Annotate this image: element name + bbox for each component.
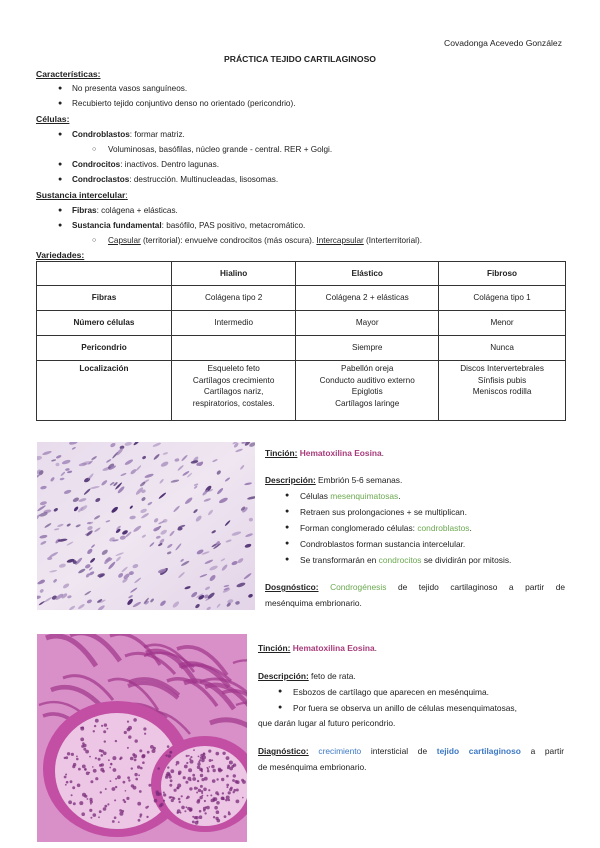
bullet-icon: ● — [278, 688, 283, 695]
table-header-cell: Fibroso — [439, 262, 566, 286]
sample2-diagnostico: Diagnóstico: crecimiento intersticial de tejido cartilaginoso a partir — [258, 746, 564, 756]
row-label: Localización — [37, 361, 172, 421]
row-label: Fibras — [37, 286, 172, 311]
table-cell: Colágena 2 + elásticas — [296, 286, 439, 311]
list-item: Forman conglomerado células: condroblastos. — [300, 523, 472, 533]
bullet-icon: ● — [285, 508, 290, 515]
bullet-icon: ● — [58, 100, 63, 107]
list-item: Condroclastos: destrucción. Multinucleadas, lisosomas. — [72, 175, 279, 184]
bullet-icon: ● — [58, 161, 63, 168]
table-cell: Nunca — [439, 336, 566, 361]
table-cell: Intermedio — [172, 311, 296, 336]
bullet-icon: ● — [285, 492, 290, 499]
list-item: Recubierto tejido conjuntivo denso no orientado (pericondrio). — [72, 99, 296, 108]
sample2-diagnostico-cont: de mesénquima embrionario. — [258, 762, 367, 772]
table-cell: Menor — [439, 311, 566, 336]
section-sustancia: Sustancia intercelular: — [36, 190, 128, 200]
bullet-icon: ● — [58, 85, 63, 92]
list-item: Capsular (territorial): envuelve condrocitos (más oscura). Intercapsular (Interterritorial). — [108, 236, 422, 245]
section-variedades: Variedades: — [36, 250, 85, 260]
table-cell: Siempre — [296, 336, 439, 361]
list-item: Fibras: colágena + elásticas. — [72, 206, 178, 215]
table-row — [37, 361, 566, 421]
bullet-icon: ● — [285, 556, 290, 563]
table-cell: Colágena tipo 2 — [172, 286, 296, 311]
sample1-tincion: Tinción: Hematoxilina Eosina. — [265, 448, 384, 458]
table-row — [37, 311, 566, 336]
bullet-icon: ● — [285, 524, 290, 531]
bullet-icon: ● — [58, 222, 63, 229]
sample1-descripcion: Descripción: Embrión 5-6 semanas. — [265, 475, 403, 485]
list-item: Sustancia fundamental: basófilo, PAS positivo, metacromático. — [72, 221, 306, 230]
circle-bullet-icon: ○ — [92, 237, 97, 244]
list-item: Condrocitos: inactivos. Dentro lagunas. — [72, 160, 219, 169]
list-item: Esbozos de cartílago que aparecen en mesénquima. — [293, 687, 490, 697]
row-label: Número células — [37, 311, 172, 336]
list-item: Células mesenquimatosas. — [300, 491, 401, 501]
sample2-descripcion: Descripción: feto de rata. — [258, 671, 356, 681]
document-title: PRÁCTICA TEJIDO CARTILAGINOSO — [224, 54, 376, 64]
list-item-cont: que darán lugar al futuro pericondrio. — [258, 718, 396, 728]
list-item: Condroblastos: formar matriz. — [72, 130, 185, 139]
table-row — [37, 336, 566, 361]
table-cell: Discos Intervertebrales Sínfisis pubis Meniscos rodilla — [439, 361, 566, 421]
list-item: Retraen sus prolongaciones + se multiplican. — [300, 507, 467, 517]
table-header-cell: Elástico — [296, 262, 439, 286]
table-header-cell: Hialino — [172, 262, 296, 286]
table-cell: Colágena tipo 1 — [439, 286, 566, 311]
variedades-table — [36, 261, 566, 421]
micrograph-mesenchyme-image — [37, 442, 255, 610]
table-header-cell — [37, 262, 172, 286]
section-caracteristicas: Características: — [36, 69, 101, 79]
sample2-tincion: Tinción: Hematoxilina Eosina. — [258, 643, 377, 653]
list-item: Por fuera se observa un anillo de células mesenquimatosas, — [293, 703, 517, 713]
list-item: Condroblastos forman sustancia intercelular. — [300, 539, 466, 549]
table-cell — [172, 336, 296, 361]
table-cell: Esqueleto feto Cartílagos crecimiento Cartílagos nariz, respiratorios, costales. — [172, 361, 296, 421]
list-item: Voluminosas, basófilas, núcleo grande - central. RER + Golgi. — [108, 145, 333, 154]
circle-bullet-icon: ○ — [92, 146, 97, 153]
bullet-icon: ● — [285, 540, 290, 547]
table-row — [37, 286, 566, 311]
table-cell: Mayor — [296, 311, 439, 336]
bullet-icon: ● — [278, 704, 283, 711]
bullet-icon: ● — [58, 176, 63, 183]
micrograph-cartilage-image — [37, 634, 247, 842]
bullet-icon: ● — [58, 131, 63, 138]
table-header-row — [37, 262, 566, 286]
sample1-diagnostico: Dosgnóstico: Condrogénesis de tejido cartilaginoso a partir de — [265, 582, 566, 592]
author-name: Covadonga Acevedo González — [443, 38, 562, 48]
section-celulas: Células: — [36, 114, 70, 124]
table-cell: Pabellón oreja Conducto auditivo externo Epiglotis Cartílagos laringe — [296, 361, 439, 421]
sample1-diagnostico-cont: mesénquima embrionario. — [265, 598, 362, 608]
bullet-icon: ● — [58, 207, 63, 214]
row-label: Pericondrio — [37, 336, 172, 361]
list-item: No presenta vasos sanguíneos. — [72, 84, 188, 93]
list-item: Se transformarán en condrocitos se dividirán por mitosis. — [300, 555, 512, 565]
